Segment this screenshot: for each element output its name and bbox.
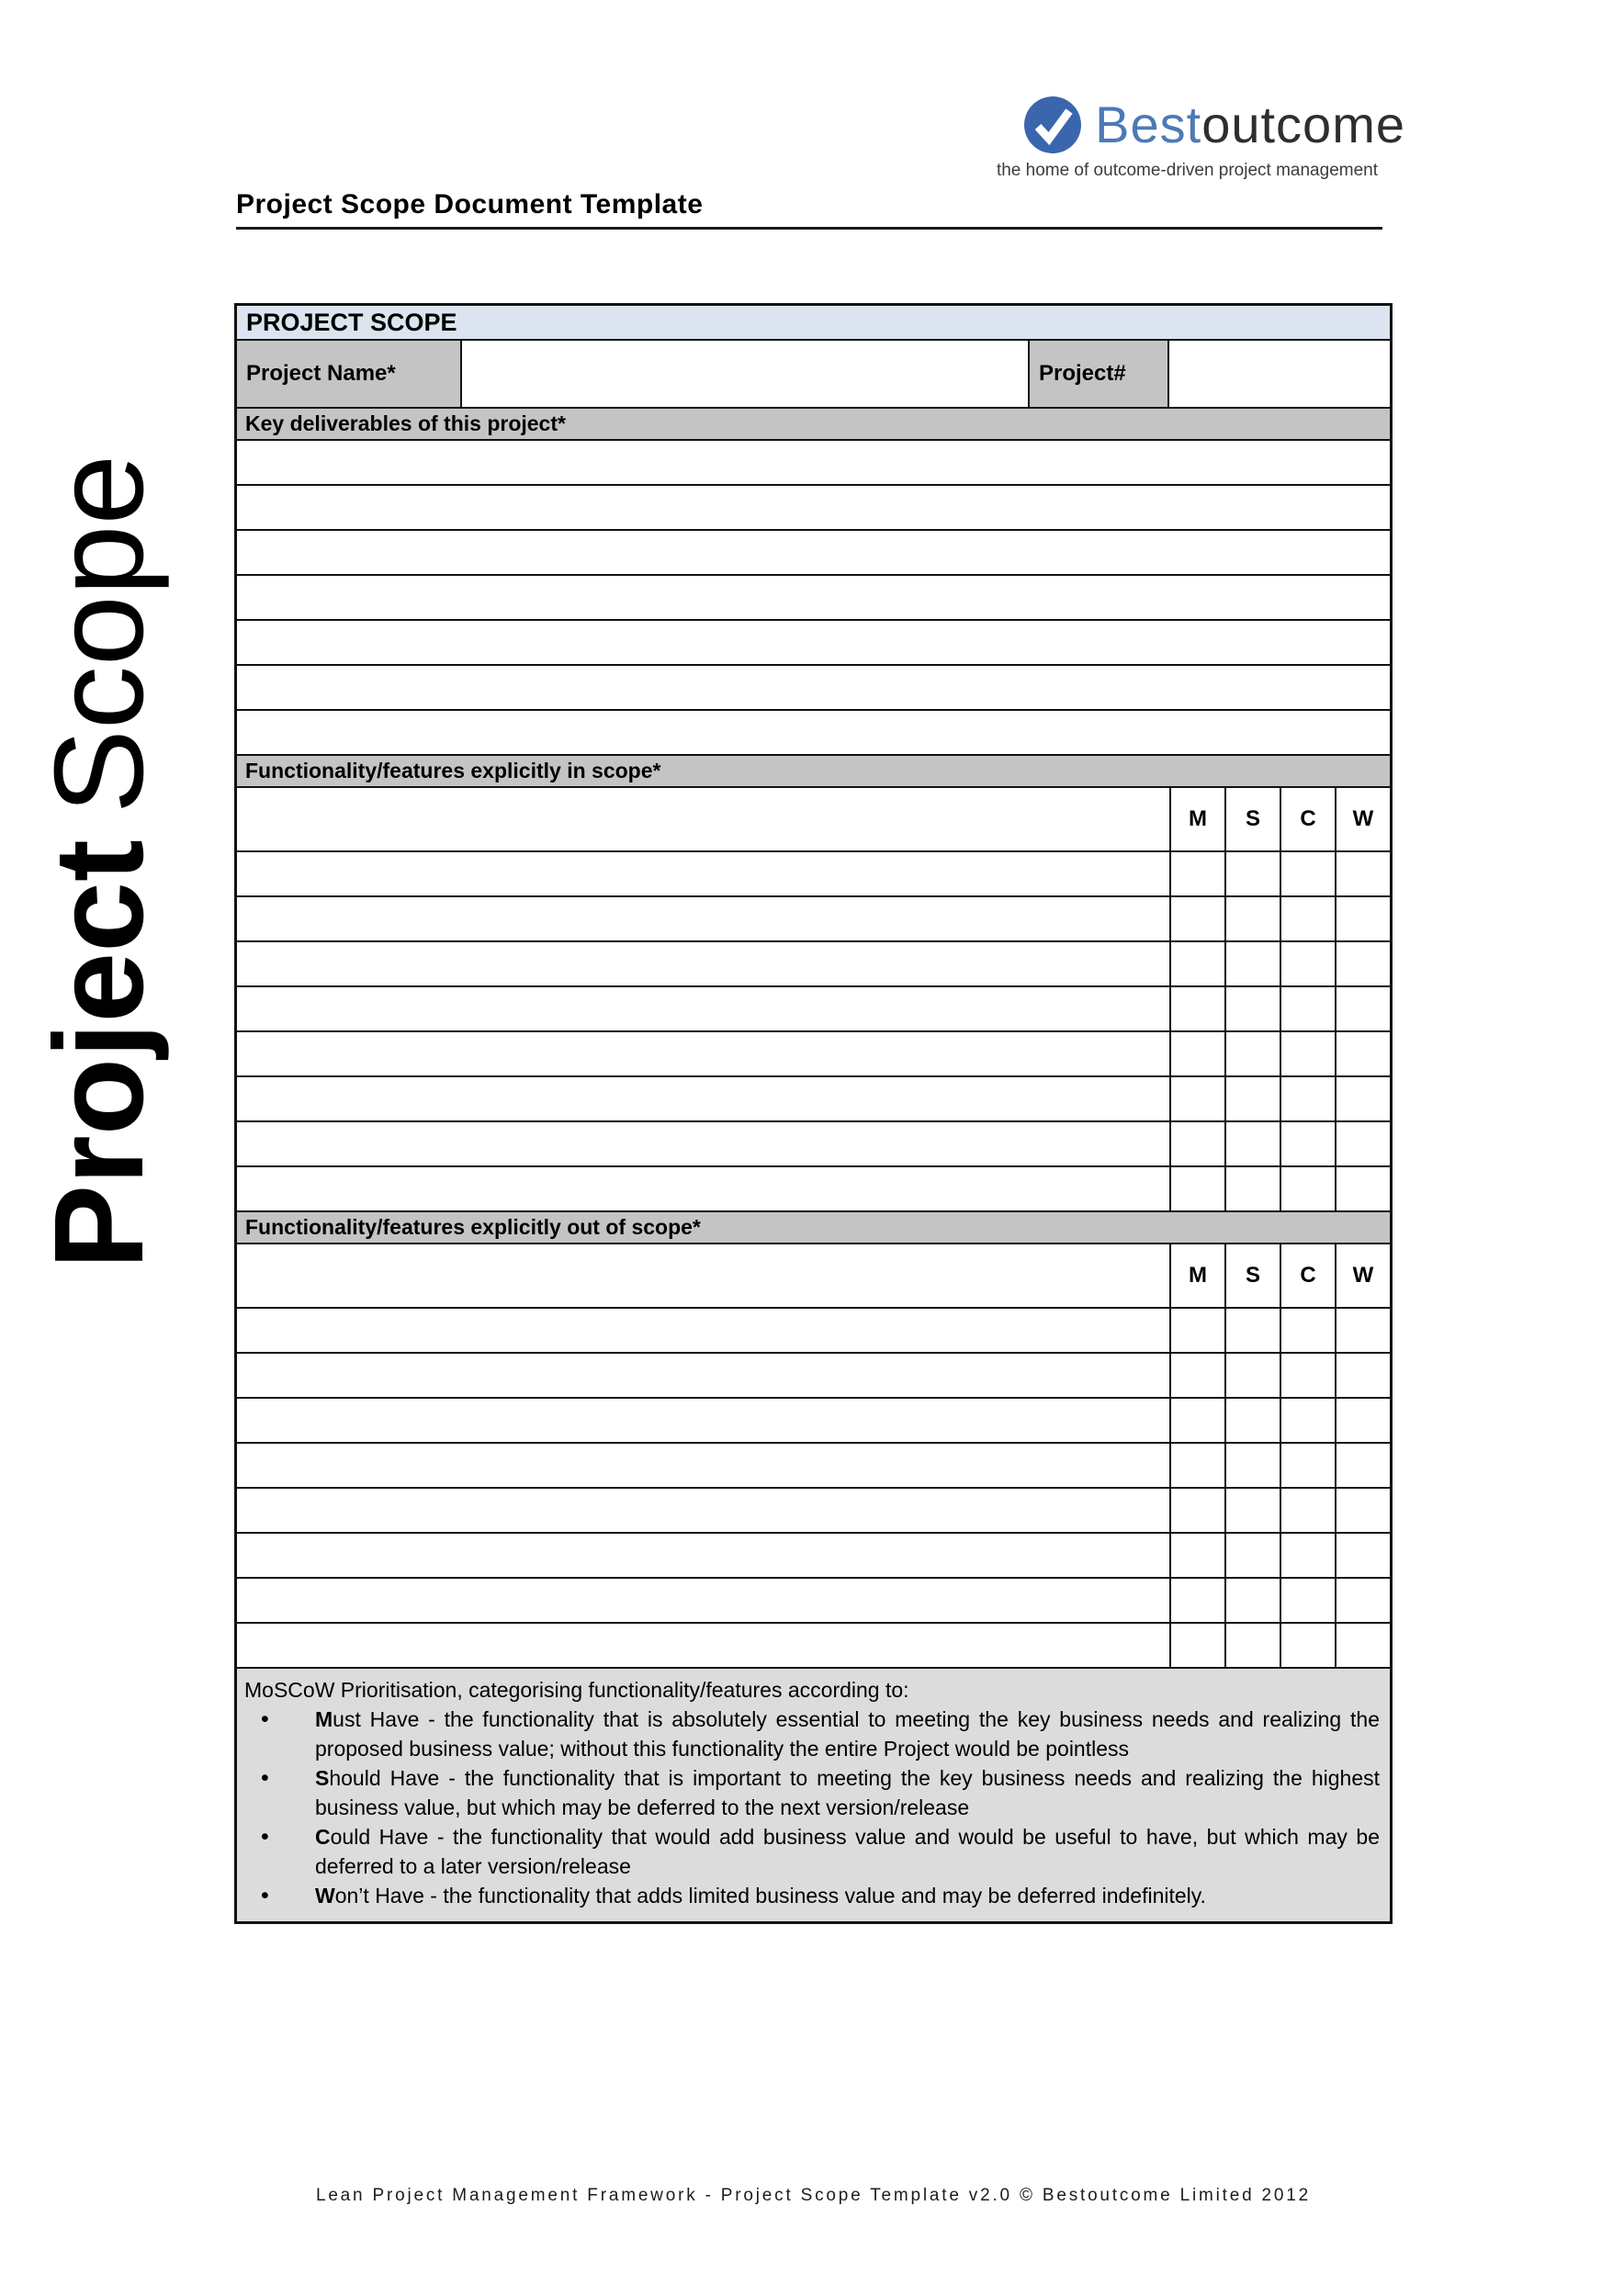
mscw-cell-s[interactable] bbox=[1224, 897, 1280, 940]
scope-item-row bbox=[237, 940, 1390, 985]
moscow-bullet-list bbox=[244, 1705, 1380, 1910]
moscow-bullet-lead-letter: W bbox=[315, 1884, 335, 1908]
mscw-cell-w[interactable] bbox=[1335, 1444, 1390, 1487]
mscw-cell-m[interactable] bbox=[1169, 852, 1224, 895]
mscw-cell-c[interactable] bbox=[1280, 1077, 1335, 1120]
side-title-word-project: Project bbox=[28, 839, 170, 1269]
project-scope-table bbox=[234, 303, 1393, 1924]
mscw-cell-s[interactable] bbox=[1224, 852, 1280, 895]
deliverable-input[interactable] bbox=[237, 709, 1390, 754]
mscw-column-header-s: S bbox=[1224, 788, 1280, 850]
mscw-cell-m[interactable] bbox=[1169, 1077, 1224, 1120]
moscow-bullet-text: ust Have - the functionality that is absolutely essential to meeting the key business needs and realizing the proposed business value; without this functionality the entire Project would be pointless bbox=[315, 1707, 1380, 1761]
scope-item-row bbox=[237, 850, 1390, 895]
mscw-cell-m[interactable] bbox=[1169, 1399, 1224, 1442]
mscw-cell-w[interactable] bbox=[1335, 1579, 1390, 1622]
scope-item-row bbox=[237, 1487, 1390, 1532]
mscw-cell-m[interactable] bbox=[1169, 1032, 1224, 1075]
scope-item-input[interactable] bbox=[237, 1624, 1169, 1667]
mscw-cell-s[interactable] bbox=[1224, 1354, 1280, 1397]
mscw-cell-s[interactable] bbox=[1224, 1489, 1280, 1532]
table-sections bbox=[237, 407, 1390, 1667]
mscw-cell-c[interactable] bbox=[1280, 1534, 1335, 1577]
scope-item-input[interactable] bbox=[237, 1309, 1169, 1352]
moscow-bullet bbox=[244, 1763, 1380, 1822]
moscow-bullet bbox=[244, 1881, 1380, 1910]
logo-tagline: the home of outcome-driven project management bbox=[996, 161, 1378, 180]
moscow-title: MoSCoW Prioritisation, categorising functionality/features according to: bbox=[244, 1678, 909, 1702]
moscow-bullet-text: on’t Have - the functionality that adds limited business value and may be deferred indefinitely. bbox=[334, 1884, 1206, 1908]
doc-title-rule bbox=[236, 189, 1382, 230]
section-header: Key deliverables of this project* bbox=[237, 407, 1390, 439]
section-header: Functionality/features explicitly out of scope* bbox=[237, 1210, 1390, 1243]
mscw-cell-w[interactable] bbox=[1335, 1624, 1390, 1667]
mscw-cell-s[interactable] bbox=[1224, 1534, 1280, 1577]
mscw-cell-w[interactable] bbox=[1335, 1534, 1390, 1577]
logo-row bbox=[955, 96, 1407, 154]
moscow-bullet-text: ould Have - the functionality that would add business value and would be useful to have, but which may be deferred to a later version/release bbox=[315, 1825, 1380, 1878]
mscw-column-header-c: C bbox=[1280, 788, 1335, 850]
mscw-cell-c[interactable] bbox=[1280, 852, 1335, 895]
mscw-cell-c[interactable] bbox=[1280, 1167, 1335, 1210]
mscw-cell-m[interactable] bbox=[1169, 1444, 1224, 1487]
moscow-bullet-lead-letter: S bbox=[315, 1766, 330, 1790]
scope-item-row bbox=[237, 1075, 1390, 1120]
mscw-cell-c[interactable] bbox=[1280, 1309, 1335, 1352]
scope-item-input[interactable] bbox=[237, 1399, 1169, 1442]
scope-item-row bbox=[237, 1577, 1390, 1622]
scope-item-row bbox=[237, 1622, 1390, 1667]
mscw-cell-c[interactable] bbox=[1280, 1579, 1335, 1622]
mscw-cell-c[interactable] bbox=[1280, 1399, 1335, 1442]
mscw-cell-w[interactable] bbox=[1335, 1354, 1390, 1397]
scope-item-input[interactable] bbox=[237, 1032, 1169, 1075]
mscw-cell-c[interactable] bbox=[1280, 897, 1335, 940]
moscow-section bbox=[237, 1667, 1390, 1921]
scope-item-row bbox=[237, 1307, 1390, 1352]
scope-item-input[interactable] bbox=[237, 897, 1169, 940]
mscw-cell-m[interactable] bbox=[1169, 942, 1224, 985]
mscw-cell-w[interactable] bbox=[1335, 942, 1390, 985]
scope-item-row bbox=[237, 895, 1390, 940]
scope-item-row bbox=[237, 1030, 1390, 1075]
deliverable-input[interactable] bbox=[237, 574, 1390, 619]
deliverable-input[interactable] bbox=[237, 529, 1390, 574]
scope-item-input[interactable] bbox=[237, 1579, 1169, 1622]
mscw-column-header-s: S bbox=[1224, 1244, 1280, 1307]
moscow-bullet-text: hould Have - the functionality that is important to meeting the key business needs and realizing the highest business value, but which may be deferred to the next version/release bbox=[315, 1766, 1380, 1819]
moscow-bullet-lead-letter: C bbox=[315, 1825, 331, 1849]
scope-item-row bbox=[237, 1397, 1390, 1442]
project-number-input[interactable] bbox=[1167, 341, 1390, 407]
project-name-input[interactable] bbox=[460, 341, 1028, 407]
scope-item-input[interactable] bbox=[237, 1167, 1169, 1210]
table-header: PROJECT SCOPE bbox=[237, 306, 1390, 339]
mscw-cell-c[interactable] bbox=[1280, 1444, 1335, 1487]
scope-item-input[interactable] bbox=[237, 1077, 1169, 1120]
mscw-column-header-c: C bbox=[1280, 1244, 1335, 1307]
deliverable-input[interactable] bbox=[237, 484, 1390, 529]
mscw-cell-c[interactable] bbox=[1280, 1354, 1335, 1397]
mscw-cell-s[interactable] bbox=[1224, 1444, 1280, 1487]
mscw-cell-w[interactable] bbox=[1335, 1122, 1390, 1165]
doc-title: Project Scope Document Template bbox=[236, 189, 704, 219]
mscw-cell-s[interactable] bbox=[1224, 942, 1280, 985]
mscw-cell-m[interactable] bbox=[1169, 1309, 1224, 1352]
mscw-cell-m[interactable] bbox=[1169, 1489, 1224, 1532]
scope-item-row bbox=[237, 1442, 1390, 1487]
mscw-cell-m[interactable] bbox=[1169, 1122, 1224, 1165]
mscw-cell-m[interactable] bbox=[1169, 897, 1224, 940]
mscw-header-row bbox=[237, 1243, 1390, 1307]
mscw-cell-c[interactable] bbox=[1280, 1624, 1335, 1667]
mscw-cell-s[interactable] bbox=[1224, 1579, 1280, 1622]
scope-item-input[interactable] bbox=[237, 1122, 1169, 1165]
scope-item-input[interactable] bbox=[237, 788, 1169, 850]
scope-item-input[interactable] bbox=[237, 1534, 1169, 1577]
mscw-column-header-w: W bbox=[1335, 1244, 1390, 1307]
scope-item-input[interactable] bbox=[237, 1489, 1169, 1532]
scope-item-input[interactable] bbox=[237, 1354, 1169, 1397]
mscw-cell-m[interactable] bbox=[1169, 1354, 1224, 1397]
scope-item-row bbox=[237, 1120, 1390, 1165]
check-circle-icon bbox=[1023, 96, 1082, 154]
deliverable-input[interactable] bbox=[237, 619, 1390, 664]
logo-word-outcome: outcome bbox=[1201, 96, 1405, 153]
mscw-cell-w[interactable] bbox=[1335, 1077, 1390, 1120]
scope-item-input[interactable] bbox=[237, 1244, 1169, 1307]
mscw-cell-c[interactable] bbox=[1280, 942, 1335, 985]
side-title-word-scope: Scope bbox=[28, 454, 170, 815]
mscw-cell-w[interactable] bbox=[1335, 987, 1390, 1030]
mscw-cell-m[interactable] bbox=[1169, 1534, 1224, 1577]
mscw-cell-m[interactable] bbox=[1169, 1624, 1224, 1667]
mscw-header-row bbox=[237, 786, 1390, 850]
mscw-cell-s[interactable] bbox=[1224, 1399, 1280, 1442]
mscw-cell-w[interactable] bbox=[1335, 897, 1390, 940]
scope-item-input[interactable] bbox=[237, 852, 1169, 895]
mscw-cell-c[interactable] bbox=[1280, 1489, 1335, 1532]
mscw-cell-w[interactable] bbox=[1335, 1399, 1390, 1442]
mscw-cell-w[interactable] bbox=[1335, 852, 1390, 895]
moscow-bullet bbox=[244, 1705, 1380, 1763]
mscw-cell-s[interactable] bbox=[1224, 1309, 1280, 1352]
moscow-bullet bbox=[244, 1822, 1380, 1881]
logo-wordmark bbox=[1095, 96, 1405, 153]
mscw-cell-m[interactable] bbox=[1169, 987, 1224, 1030]
deliverable-input[interactable] bbox=[237, 664, 1390, 709]
side-vertical-title bbox=[28, 454, 170, 1269]
scope-item-input[interactable] bbox=[237, 1444, 1169, 1487]
mscw-cell-w[interactable] bbox=[1335, 1489, 1390, 1532]
mscw-cell-s[interactable] bbox=[1224, 1167, 1280, 1210]
mscw-cell-w[interactable] bbox=[1335, 1309, 1390, 1352]
mscw-cell-m[interactable] bbox=[1169, 1579, 1224, 1622]
logo-word-best: Best bbox=[1095, 96, 1202, 153]
mscw-cell-m[interactable] bbox=[1169, 1167, 1224, 1210]
project-name-label: Project Name* bbox=[237, 341, 460, 407]
scope-item-row bbox=[237, 1532, 1390, 1577]
project-name-row bbox=[237, 339, 1390, 407]
mscw-cell-c[interactable] bbox=[1280, 987, 1335, 1030]
mscw-cell-s[interactable] bbox=[1224, 1032, 1280, 1075]
scope-item-input[interactable] bbox=[237, 942, 1169, 985]
section-header: Functionality/features explicitly in scope* bbox=[237, 754, 1390, 786]
mscw-cell-w[interactable] bbox=[1335, 1032, 1390, 1075]
scope-item-input[interactable] bbox=[237, 987, 1169, 1030]
mscw-cell-s[interactable] bbox=[1224, 1077, 1280, 1120]
mscw-cell-s[interactable] bbox=[1224, 1624, 1280, 1667]
mscw-cell-s[interactable] bbox=[1224, 987, 1280, 1030]
scope-item-row bbox=[237, 1352, 1390, 1397]
mscw-cell-s[interactable] bbox=[1224, 1122, 1280, 1165]
mscw-column-header-w: W bbox=[1335, 788, 1390, 850]
bestoutcome-logo bbox=[955, 96, 1407, 181]
project-number-label: Project# bbox=[1028, 341, 1167, 407]
footer-text: Lean Project Management Framework - Project Scope Template v2.0 © Bestoutcome Limited 2012 bbox=[315, 2186, 1312, 2205]
mscw-column-header-m: M bbox=[1169, 1244, 1224, 1307]
mscw-cell-c[interactable] bbox=[1280, 1122, 1335, 1165]
deliverable-input[interactable] bbox=[237, 439, 1390, 484]
mscw-cell-w[interactable] bbox=[1335, 1167, 1390, 1210]
scope-item-row bbox=[237, 1165, 1390, 1210]
mscw-column-header-m: M bbox=[1169, 788, 1224, 850]
scope-item-row bbox=[237, 985, 1390, 1030]
moscow-bullet-lead-letter: M bbox=[315, 1707, 333, 1731]
mscw-cell-c[interactable] bbox=[1280, 1032, 1335, 1075]
